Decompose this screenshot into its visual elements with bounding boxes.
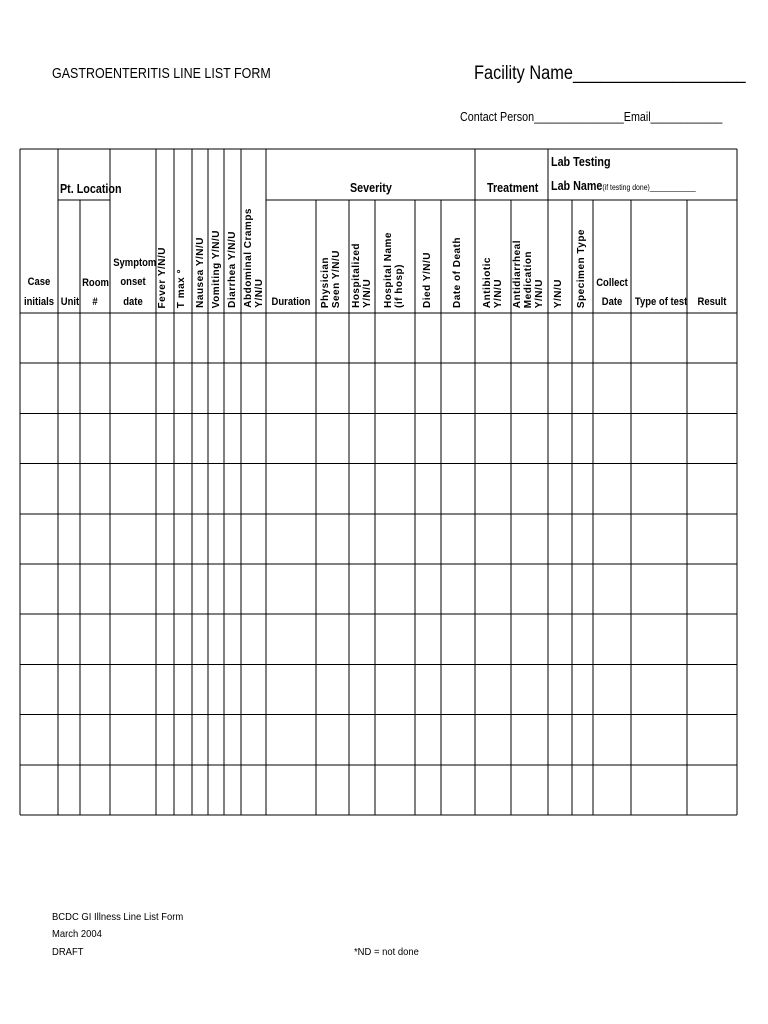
col-room: Room (82, 277, 109, 289)
col-initials: initials (24, 296, 54, 308)
table-row[interactable] (20, 564, 737, 614)
treatment-header: Treatment (487, 181, 539, 195)
table-row[interactable] (20, 614, 737, 664)
table-row[interactable] (20, 664, 737, 714)
lab-name-note: (if testing done) (602, 183, 650, 192)
footer-form-name: BCDC GI Illness Line List Form (52, 911, 184, 923)
col-hospital-name (383, 232, 405, 308)
col-date-of-death: Date of Death (452, 237, 463, 308)
col-case: Case (27, 276, 51, 288)
col-antibiotic-line2: Y/N/U (493, 278, 504, 308)
col-result: Result (697, 296, 727, 308)
col-antidiarrheal (512, 240, 545, 308)
col-abdominal-line1: Abdominal Cramps (243, 208, 254, 308)
col-antidiarrheal-line3: Y/N/U (534, 278, 545, 308)
table-row[interactable] (20, 464, 737, 514)
col-died: Died Y/N/U (422, 252, 433, 308)
col-specimen-type: Specimen Type (576, 228, 587, 308)
col-fever: Fever Y/N/U (157, 246, 168, 308)
col-nausea: Nausea Y/N/U (195, 237, 206, 308)
col-abdominal-cramps (243, 208, 265, 308)
pt-location-header: Pt. Location (60, 182, 122, 196)
col-onset: onset (120, 276, 146, 288)
col-unit: Unit (60, 296, 80, 308)
col-tmax: T max ° (176, 268, 187, 308)
table-row[interactable] (20, 313, 737, 363)
contact-email-field[interactable]: Contact Person_______________Email____________ (460, 110, 723, 124)
col-collect-date: Date (601, 296, 623, 308)
form-title: GASTROENTERITIS LINE LIST FORM (52, 66, 271, 82)
col-antibiotic-line1: Antibiotic (482, 256, 493, 308)
col-diarrhea: Diarrhea Y/N/U (227, 231, 238, 308)
col-antibiotic (482, 257, 504, 308)
col-abdominal-line2: Y/N/U (254, 278, 265, 308)
footnote-nd: *ND = not done (354, 946, 419, 958)
col-room-number: # (92, 296, 98, 308)
col-antidiarrheal-line2: Medication (523, 250, 534, 308)
col-collect: Collect (596, 277, 628, 289)
col-lab-ynu: Y/N/U (553, 278, 564, 308)
col-physician-line1: Physician (320, 256, 331, 308)
lab-name-field[interactable] (551, 179, 696, 193)
col-symptom: Symptom (113, 257, 157, 269)
col-hospitalized-line1: Hospitalized (351, 243, 362, 308)
col-hospitalized (351, 243, 373, 308)
table-row[interactable] (20, 715, 737, 765)
lab-testing-header: Lab Testing (551, 155, 611, 169)
table-row[interactable] (20, 514, 737, 564)
col-date: date (123, 296, 143, 308)
col-vomiting: Vomiting Y/N/U (211, 229, 222, 308)
lab-name-label: Lab Name (551, 179, 603, 193)
table-row[interactable] (20, 363, 737, 413)
footer-date: March 2004 (52, 928, 102, 940)
table-row[interactable] (20, 413, 737, 463)
table-row[interactable] (20, 765, 737, 815)
col-hospital-name-line1: Hospital Name (383, 232, 394, 308)
footer-draft: DRAFT (52, 946, 84, 958)
severity-header: Severity (350, 181, 392, 195)
col-antidiarrheal-line1: Antidiarrheal (512, 239, 523, 308)
col-hospital-name-line2: (if hosp) (394, 264, 405, 308)
col-type-of-test: Type of test (634, 296, 688, 308)
col-hospitalized-line2: Y/N/U (362, 278, 373, 308)
col-physician-line2: Seen Y/N/U (331, 249, 342, 308)
col-physician-seen (320, 250, 342, 308)
lab-name-line: ____________ (649, 183, 696, 192)
facility-name-field[interactable]: Facility Name___________________ (474, 63, 746, 84)
col-duration: Duration (271, 296, 311, 308)
